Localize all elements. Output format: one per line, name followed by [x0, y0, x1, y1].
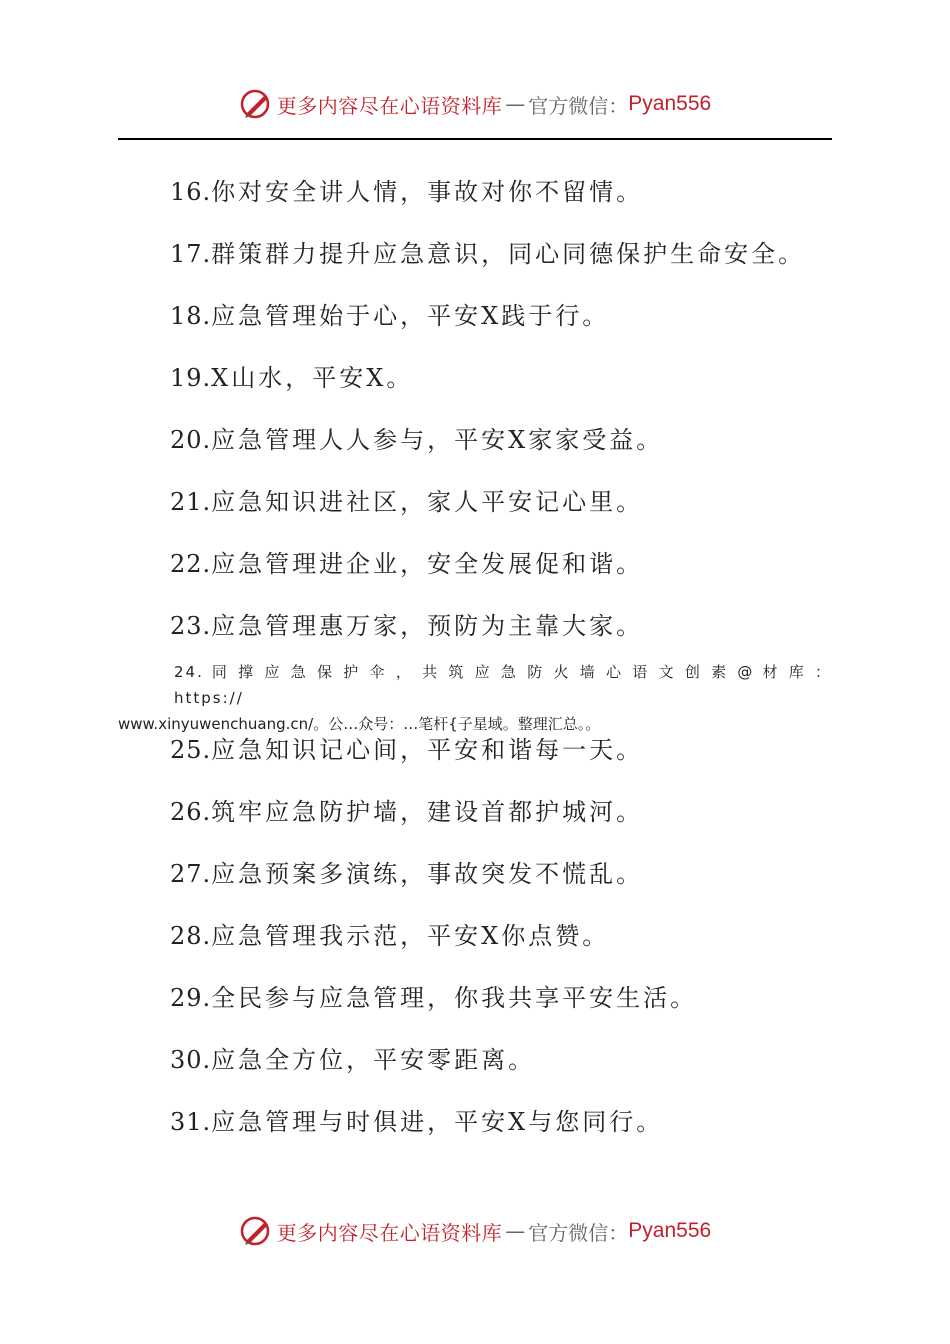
banner-wechat-id: Pyan556 [628, 1219, 712, 1242]
slogan-line: 17.群策群力提升应急意识，同心同德保护生命安全。 [170, 240, 806, 268]
slogan-line: 31.应急管理与时俱进，平安X与您同行。 [170, 1108, 664, 1136]
slogan-line: 29.全民参与应急管理，你我共享平安生活。 [170, 984, 698, 1012]
header-banner [0, 84, 950, 124]
slogan-line: 26.筑牢应急防护墙，建设首都护城河。 [170, 798, 644, 826]
slogan-line: 20.应急管理人人参与，平安X家家受益。 [170, 426, 664, 454]
pen-logo-icon [239, 87, 273, 121]
slogan-24-line2: www.xinyuwenchuang.cn/。公…众号：…笔杆{子星域。整理汇总。。 [118, 715, 601, 733]
slogan-line: 18.应急管理始于心，平安X践于行。 [170, 302, 610, 330]
banner-title: 更多内容尽在心语资料库 [276, 93, 503, 118]
banner-separator: — [505, 1219, 526, 1243]
banner-title: 更多内容尽在心语资料库 [276, 1220, 503, 1245]
banner-separator: — [505, 92, 526, 116]
slogan-24-line1: 24. 同 撑 应 急 保 护 伞 ， 共 筑 应 急 防 火 墙 心 语 文 创 素 @ 材 库 ： https:// [174, 663, 832, 707]
slogan-line: 22.应急管理进企业，安全发展促和谐。 [170, 550, 644, 578]
banner-wechat-id: Pyan556 [628, 92, 712, 115]
slogan-line: 23.应急管理惠万家，预防为主靠大家。 [170, 612, 644, 640]
slogan-line: 16.你对安全讲人情，事故对你不留情。 [170, 178, 644, 206]
slogan-line: 28.应急管理我示范，平安X你点赞。 [170, 922, 610, 950]
slogan-line: 25.应急知识记心间，平安和谐每一天。 [170, 736, 644, 764]
slogan-24-block [118, 659, 832, 737]
slogan-line: 27.应急预案多演练，事故突发不慌乱。 [170, 860, 644, 888]
slogan-line: 30.应急全方位，平安零距离。 [170, 1046, 536, 1074]
banner-label: 官方微信： [528, 1220, 629, 1245]
slogan-line: 21.应急知识进社区，家人平安记心里。 [170, 488, 644, 516]
slogan-line: 19.X山水，平安X。 [170, 364, 414, 392]
footer-banner [0, 1211, 950, 1251]
header-divider [118, 138, 832, 140]
pen-logo-icon [239, 1214, 273, 1248]
banner-label: 官方微信： [528, 93, 629, 118]
